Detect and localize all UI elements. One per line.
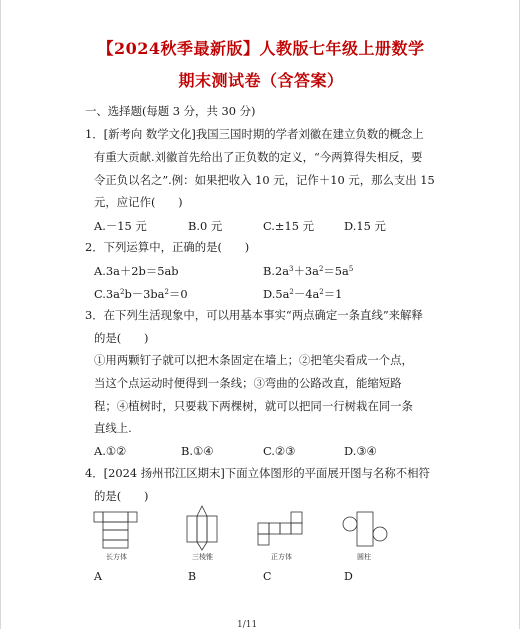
caption-cylinder: 圆柱 — [357, 553, 371, 561]
section-heading: 一、选择题(每题 3 分，共 30 分) — [85, 104, 256, 118]
caption-prism: 三棱锥 — [192, 553, 213, 561]
q1-option-b: B.0 元 — [188, 219, 223, 233]
q4-line-1: 4．[2024 扬州邗江区期末]下面立体图形的平面展开图与名称不相符 — [85, 466, 430, 480]
figure-letter-b: B — [188, 570, 197, 583]
q3-line-4: 当这个点运动时便得到一条线；③弯曲的公路改直，能缩短路 — [94, 376, 402, 390]
q1-option-c: C.±15 元 — [263, 219, 314, 233]
cylinder-net-figure — [341, 508, 389, 550]
q3-option-c: C.②③ — [263, 444, 296, 458]
caption-cube: 正方体 — [271, 553, 292, 561]
q3-option-d: D.③④ — [344, 444, 377, 458]
q3-line-1: 3．在下列生活现象中，可以用基本事实“两点确定一条直线”来解释 — [85, 308, 423, 322]
q2-option-c: $C.3a^2b-3ba^2=0$ — [94, 287, 188, 301]
figure-letter-c: C — [263, 570, 272, 583]
q1-line-3: 令正负以名之”.例：如果把收入 10 元，记作＋10 元，那么支出 15 — [94, 173, 435, 187]
page-number: 1/11 — [237, 620, 258, 630]
q2-option-d: $D.5a^2-4a^2=1$ — [263, 287, 343, 301]
caption-cuboid: 长方体 — [106, 553, 127, 561]
q3-option-a: A.①② — [94, 444, 127, 458]
q1-option-a: A.－15 元 — [94, 219, 147, 233]
q1-line-4: 元，应记作( ) — [94, 195, 183, 209]
title-line-1: 【2024秋季最新版】人教版七年级上册数学 — [97, 39, 425, 58]
q1-line-2: 有重大贡献.刘徽首先给出了正负数的定义，“今两算得失相反，要 — [94, 150, 423, 164]
q1-option-d: D.15 元 — [344, 219, 386, 233]
title-line-2: 期末测试卷（含答案） — [178, 71, 344, 90]
q3-line-3: ①用两颗钉子就可以把木条固定在墙上；②把笔尖看成一个点， — [94, 353, 413, 367]
q1-line-1: 1．[新考向 数学文化]我国三国时期的学者刘徽在建立负数的概念上 — [85, 127, 424, 141]
q2-option-b: $B.2a^3+3a^2=5a^5$ — [263, 264, 354, 278]
figure-letter-d: D — [344, 570, 353, 583]
q4-line-2: 的是( ) — [94, 489, 149, 503]
figure-letter-a: A — [94, 570, 102, 583]
q2-option-a: A.3a＋2b＝5ab — [94, 264, 179, 278]
cube-net-figure — [255, 508, 305, 552]
triangular-prism-net-figure — [185, 504, 221, 552]
q3-line-6: 直线上. — [94, 421, 132, 435]
q3-line-5: 程；④植树时，只要栽下两棵树，就可以把同一行树栽在同一条 — [94, 399, 413, 413]
cuboid-net-figure — [93, 508, 139, 552]
q2-stem: 2．下列运算中，正确的是( ) — [85, 240, 250, 254]
q3-option-b: B.①④ — [181, 444, 214, 458]
q3-line-2: 的是( ) — [94, 331, 149, 345]
